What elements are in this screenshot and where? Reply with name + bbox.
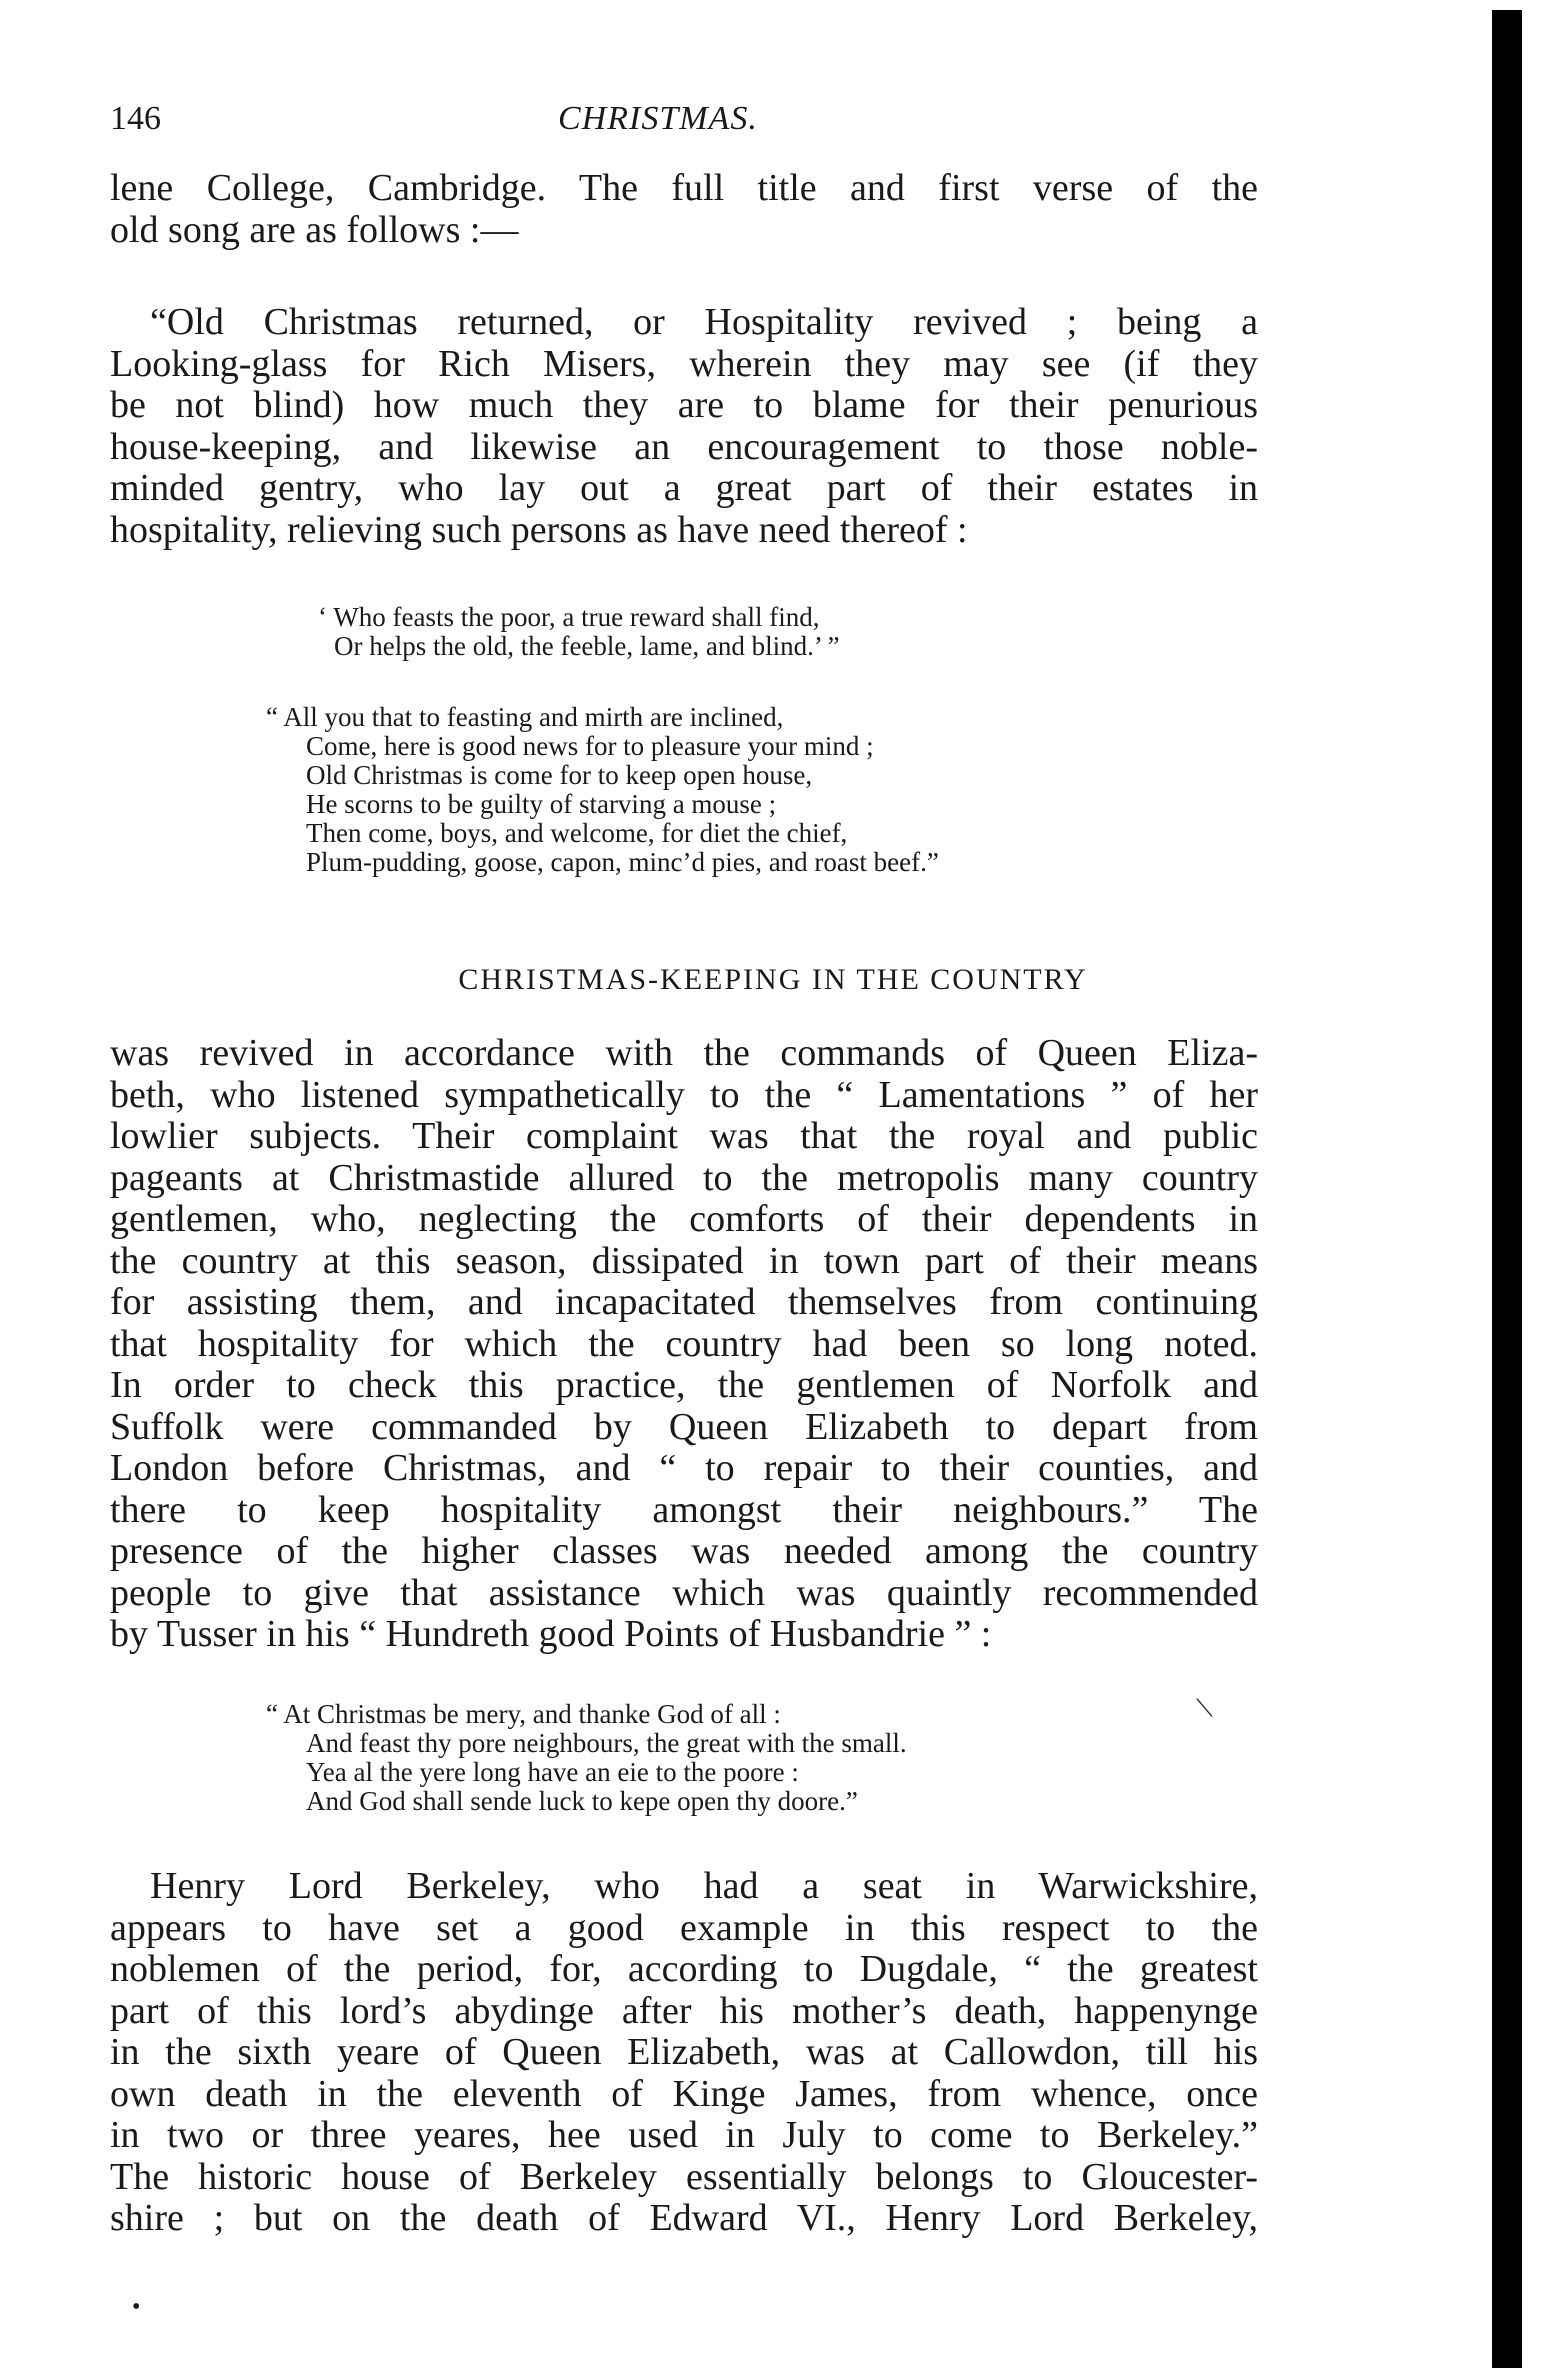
text-line: minded gentry, who lay out a great part of their estates in: [110, 467, 1258, 509]
verse-line: And God shall sende luck to kepe open thy doore.”: [306, 1786, 858, 1816]
verse-line: “ At Christmas be mery, and thanke God of all :: [266, 1699, 781, 1729]
text-line: London before Christmas, and “ to repair to their counties, and: [110, 1447, 1258, 1489]
section-heading: CHRISTMAS-KEEPING IN THE COUNTRY: [458, 963, 1088, 996]
verse-line: Come, here is good news for to pleasure your mind ;: [306, 731, 874, 761]
text-line: for assisting them, and incapacitated themselves from continuing: [110, 1281, 1258, 1323]
verse-line: Or helps the old, the feeble, lame, and blind.’ ”: [334, 631, 840, 661]
text-line: own death in the eleventh of Kinge James, from whence, once: [110, 2072, 1258, 2115]
scan-edge-bar: [1492, 10, 1522, 2368]
verse-line: Old Christmas is come for to keep open house,: [306, 760, 813, 790]
stray-ink-mark: ⟍: [1196, 1696, 1213, 1722]
verse-line: Plum-pudding, goose, capon, minc’d pies, and roast beef.”: [306, 847, 939, 877]
text-line: lene College, Cambridge. The full title and first verse of the: [110, 167, 1258, 209]
text-line: pageants at Christmastide allured to the metropolis many country: [110, 1156, 1258, 1199]
stray-dot: •: [132, 2294, 141, 2320]
text-line: by Tusser in his “ Hundreth good Points of Husbandrie ” :: [110, 1613, 992, 1655]
text-line: appears to have set a good example in this respect to the: [110, 1906, 1258, 1949]
text-line: Looking-glass for Rich Misers, wherein they may see (if they: [110, 342, 1258, 385]
verse-line: ‘ Who feasts the poor, a true reward shall find,: [318, 602, 820, 632]
text-line: old song are as follows :—: [110, 208, 519, 251]
running-title: CHRISTMAS.: [558, 100, 758, 137]
verse-line: He scorns to be guilty of starving a mouse ;: [306, 789, 777, 819]
text-line: house-keeping, and likewise an encouragement to those noble-: [110, 425, 1258, 468]
text-line: beth, who listened sympathetically to the “ Lamentations ” of her: [110, 1073, 1258, 1116]
page-number: 146: [110, 100, 161, 137]
text-line: Suffolk were commanded by Queen Elizabeth to depart from: [110, 1405, 1258, 1448]
intro-paragraph: [110, 168, 1258, 251]
text-line: Henry Lord Berkeley, who had a seat in Warwickshire,: [150, 1865, 1258, 1907]
text-line: presence of the higher classes was needed among the country: [110, 1530, 1258, 1572]
text-line: gentlemen, who, neglecting the comforts of their dependents in: [110, 1198, 1258, 1240]
verse-line: “ All you that to feasting and mirth are inclined,: [266, 702, 784, 732]
text-line: in the sixth yeare of Queen Elizabeth, was at Callowdon, till his: [110, 2031, 1258, 2073]
page-header: [110, 100, 1270, 150]
text-line: the country at this season, dissipated in town part of their means: [110, 1239, 1258, 1282]
verse-line: Yea al the yere long have an eie to the poore :: [306, 1757, 799, 1787]
berkeley-paragraph: [110, 1866, 1258, 2240]
text-line: part of this lord’s abydinge after his mother’s death, happenynge: [110, 1989, 1258, 2032]
text-line: that hospitality for which the country had been so long noted.: [110, 1322, 1258, 1365]
song-verse: [266, 703, 939, 877]
tusser-verse: [266, 1700, 907, 1816]
text-line: In order to check this practice, the gentlemen of Norfolk and: [110, 1364, 1258, 1406]
text-line: shire ; but on the death of Edward VI., Henry Lord Berkeley,: [110, 2197, 1258, 2239]
text-line: be not blind) how much they are to blame for their penurious: [110, 384, 1258, 426]
text-line: there to keep hospitality amongst their neighbours.” The: [110, 1488, 1258, 1531]
text-line: in two or three yeares, hee used in July to come to Berkeley.”: [110, 2114, 1258, 2156]
title-quote-paragraph: [110, 302, 1258, 551]
text-line: “Old Christmas returned, or Hospitality revived ; being a: [150, 301, 1258, 343]
verse-line: And feast thy pore neighbours, the great with the small.: [306, 1728, 907, 1758]
text-line: noblemen of the period, for, according to Dugdale, “ the greatest: [110, 1948, 1258, 1990]
text-line: hospitality, relieving such persons as have need thereof :: [110, 508, 968, 551]
country-paragraph: [110, 1033, 1258, 1656]
text-line: lowlier subjects. Their complaint was that the royal and public: [110, 1115, 1258, 1157]
text-line: was revived in accordance with the commands of Queen Eliza-: [110, 1032, 1258, 1074]
motto-verse: [318, 603, 840, 661]
verse-line: Then come, boys, and welcome, for diet the chief,: [306, 818, 848, 848]
text-line: people to give that assistance which was quaintly recommended: [110, 1571, 1258, 1614]
text-line: The historic house of Berkeley essentially belongs to Gloucester-: [110, 2155, 1258, 2198]
